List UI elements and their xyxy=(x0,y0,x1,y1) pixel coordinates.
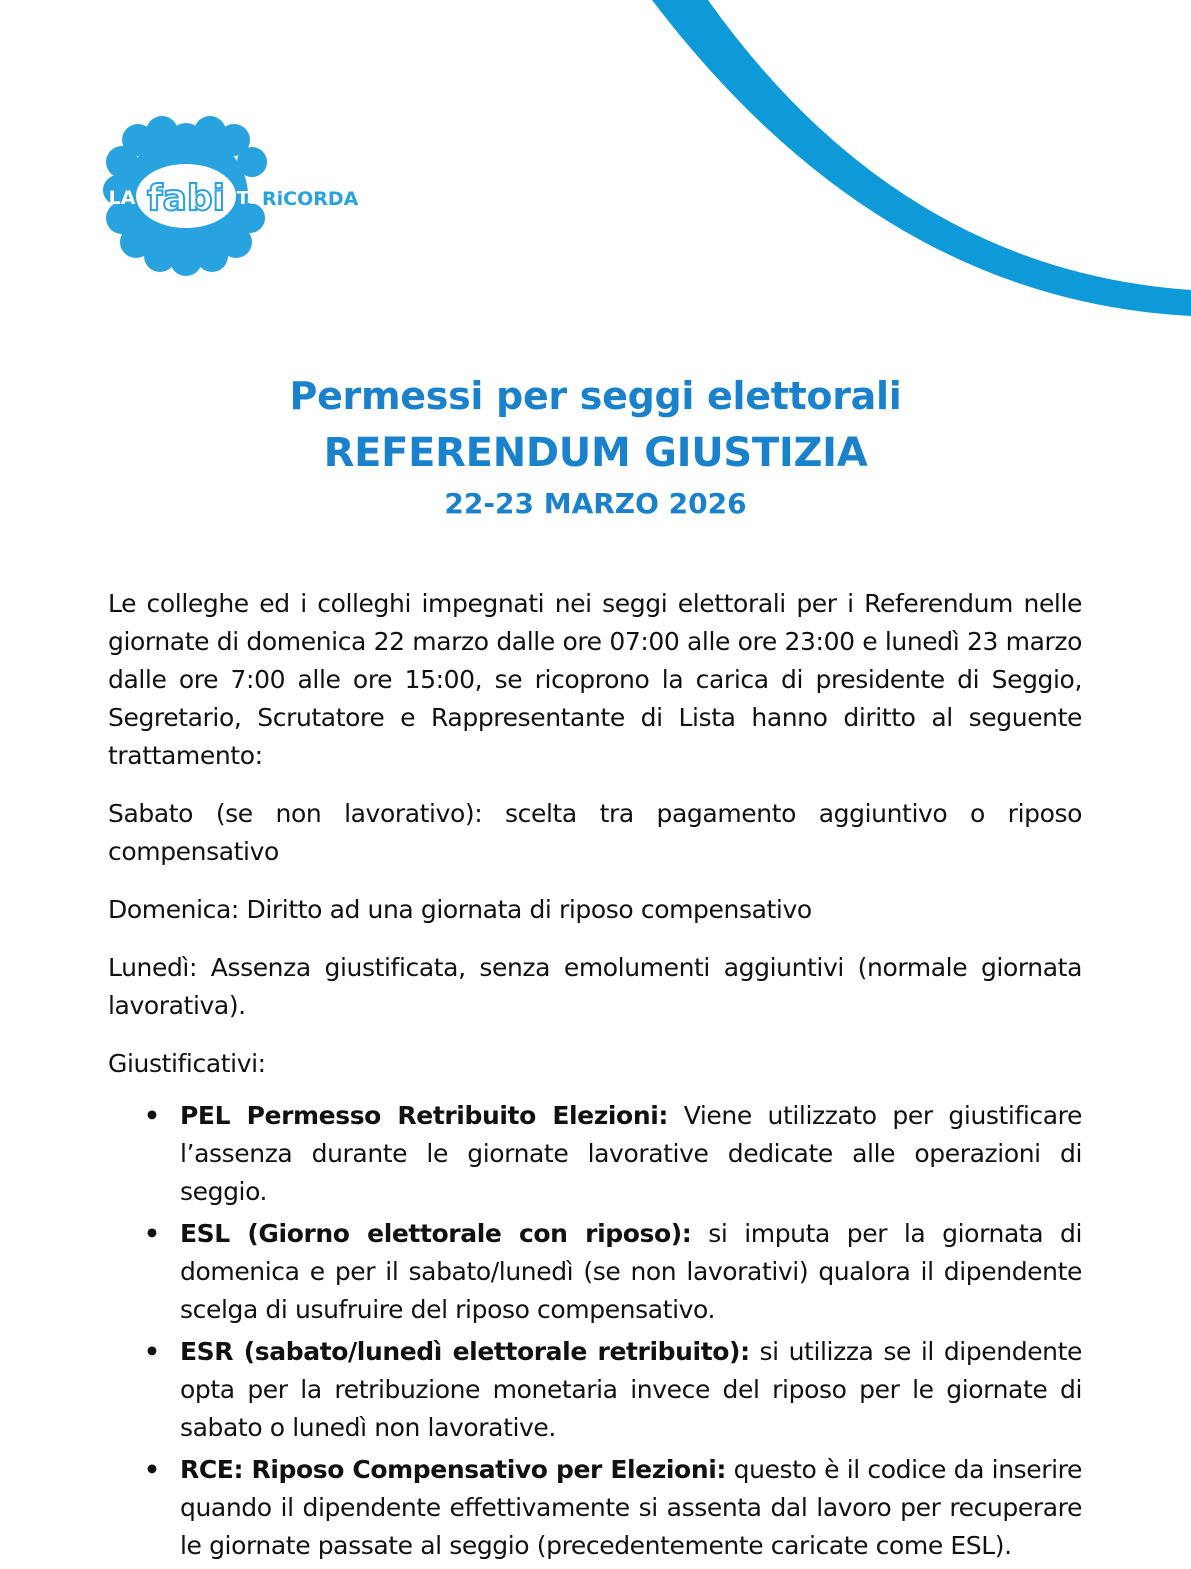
item-code-label: PEL Permesso Retribuito Elezioni: xyxy=(180,1101,668,1130)
item-description: Viene utilizzato per giustificare l’assenza durante le giornate lavorative dedicate alle operazioni di seggio. xyxy=(180,1101,1082,1206)
list-item xyxy=(144,1333,1083,1447)
giustificativi-label: Giustificativi: xyxy=(108,1049,266,1078)
title-subject: Permessi per seggi elettorali xyxy=(289,374,902,418)
title-block xyxy=(0,368,1191,526)
arc-shape xyxy=(652,0,1191,316)
bullet-icon: • xyxy=(144,1337,160,1366)
bullet-icon: • xyxy=(144,1101,160,1130)
title-date: 22-23 MARZO 2026 xyxy=(444,487,747,520)
logo-text-ti: Ti xyxy=(236,188,256,209)
intro-paragraph: Le colleghe ed i colleghi impegnati nei seggi elettorali per i Referendum nelle giornate di domenica 22 marzo dalle ore 07:00 alle ore 23:00 e lunedì 23 marzo dalle ore 7:00 alle ore 15:00, se ricoprono la carica di presidente di Seggio, Segretario, Scrutatore e Rappresentante di Lista hanno diritto al seguente trattamento: xyxy=(108,589,1082,770)
logo-text-fabi: fabi xyxy=(146,178,226,219)
domenica-paragraph: Domenica: Diritto ad una giornata di riposo compensativo xyxy=(108,895,812,924)
item-code-label: ESR (sabato/lunedì elettorale retribuito): xyxy=(180,1337,750,1366)
list-item xyxy=(144,1451,1082,1565)
logo-text-la: LA xyxy=(108,187,136,209)
fabi-logo xyxy=(102,100,402,300)
logo-text-ricorda: RiCORDA xyxy=(262,188,359,210)
bullet-icon: • xyxy=(144,1455,160,1484)
item-description: questo è il codice da inserire quando il dipendente effettivamente si assenta dal lavoro per recuperare le giornate passate al seggio (precedentemente caricate come ESL). xyxy=(180,1455,1082,1560)
item-code-label: ESL (Giorno elettorale con riposo): xyxy=(180,1219,692,1248)
title-main: REFERENDUM GIUSTIZIA xyxy=(323,430,868,476)
bullet-icon: • xyxy=(144,1219,160,1248)
item-description: si utilizza se il dipendente opta per la retribuzione monetaria invece del riposo per le giornate di sabato o lunedì non lavorative. xyxy=(180,1337,1083,1442)
lunedi-paragraph: Lunedì: Assenza giustificata, senza emolumenti aggiuntivi (normale giornata lavorativa). xyxy=(108,953,1082,1020)
document-body xyxy=(108,585,1082,1569)
item-code-label: RCE: Riposo Compensativo per Elezioni: xyxy=(180,1455,726,1484)
list-item xyxy=(144,1097,1082,1211)
item-description: si imputa per la giornata di domenica e per il sabato/lunedì (se non lavorativi) qualora il dipendente scelga di usufruire del riposo compensativo. xyxy=(180,1219,1083,1324)
giustificativi-list xyxy=(108,1097,1082,1565)
list-item xyxy=(144,1215,1083,1329)
sabato-paragraph: Sabato (se non lavorativo): scelta tra pagamento aggiuntivo o riposo compensativo xyxy=(108,799,1082,866)
